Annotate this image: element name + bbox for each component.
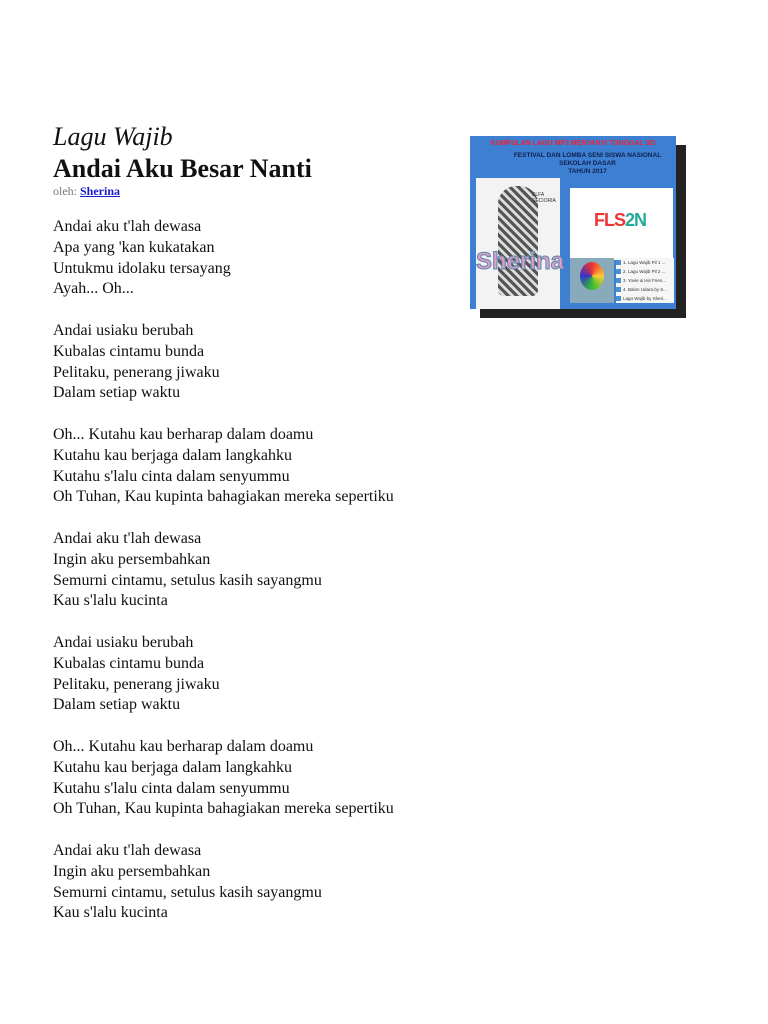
hot-air-balloon-image bbox=[570, 258, 614, 303]
track-item: 4. Balon Udara by S... bbox=[616, 285, 674, 294]
logo-part: FLS bbox=[594, 210, 625, 230]
festival-line: FESTIVAL DAN LOMBA SENI SISWA NASIONAL bbox=[513, 152, 662, 159]
lyric-line: Andai usiaku berubah bbox=[53, 633, 194, 651]
artist-photo bbox=[476, 178, 565, 309]
track-item: Lagu Wajib by Sheri... bbox=[616, 294, 674, 303]
track-list bbox=[616, 258, 674, 303]
logo-part: 2N bbox=[625, 210, 647, 230]
lyric-line: Kau s'lalu kucinta bbox=[53, 904, 168, 922]
lyric-stanza bbox=[53, 217, 394, 300]
festival-line: SEKOLAH DASAR bbox=[559, 160, 616, 167]
lyric-line: Ingin aku persembahkan bbox=[53, 862, 211, 880]
fls2n-logo bbox=[594, 210, 646, 231]
festival-line: TAHUN 2017 bbox=[568, 168, 607, 175]
lyric-line: Pelitaku, penerang jiwaku bbox=[53, 675, 220, 693]
lyric-line: Andai usiaku berubah bbox=[53, 321, 194, 339]
album-cover bbox=[470, 136, 676, 309]
lyric-line: Kubalas cintamu bunda bbox=[53, 654, 205, 672]
cover-festival bbox=[500, 152, 675, 176]
lyric-line: Kutahu kau berjaga dalam langkahku bbox=[53, 758, 293, 776]
lyric-line: Kutahu kau berjaga dalam langkahku bbox=[53, 446, 293, 464]
lyric-line: Andai aku t'lah dewasa bbox=[53, 841, 202, 859]
cover-artist: Sherina bbox=[476, 248, 565, 275]
lyric-line: Semurni cintamu, setulus kasih sayangmu bbox=[53, 883, 322, 901]
lyric-line: Kutahu s'lalu cinta dalam senyummu bbox=[53, 779, 290, 797]
lyric-line: Apa yang 'kan kukatakan bbox=[53, 238, 215, 256]
lyric-line: Kubalas cintamu bunda bbox=[53, 342, 205, 360]
lyric-stanza bbox=[53, 321, 394, 404]
lyric-stanza bbox=[53, 529, 394, 612]
lyric-stanza bbox=[53, 633, 394, 716]
lyric-line: Andai aku t'lah dewasa bbox=[53, 218, 202, 235]
lyric-line: Dalam setiap waktu bbox=[53, 384, 181, 402]
song-category: Lagu Wajib bbox=[53, 122, 173, 151]
lyric-line: Kau s'lalu kucinta bbox=[53, 592, 168, 610]
cover-image bbox=[470, 136, 676, 309]
lyric-line: Untukmu idolaku tersayang bbox=[53, 259, 231, 277]
lyric-stanza bbox=[53, 841, 394, 924]
track-item: 2. Lagu Wajib Pil 2 ... bbox=[616, 267, 674, 276]
fls2n-logo-panel bbox=[570, 188, 673, 260]
lyric-line: Kutahu s'lalu cinta dalam senyummu bbox=[53, 467, 290, 485]
lyric-line: Oh... Kutahu kau berharap dalam doamu bbox=[53, 425, 314, 443]
cover-elfa: ELFA SECIORIA bbox=[532, 192, 556, 204]
song-title: Andai Aku Besar Nanti bbox=[53, 154, 312, 183]
lyric-line: Semurni cintamu, setulus kasih sayangmu bbox=[53, 571, 322, 589]
lyric-stanza bbox=[53, 737, 394, 820]
lyric-line: Ayah... Oh... bbox=[53, 280, 134, 298]
track-item: 3. Yovie & His Frien... bbox=[616, 276, 674, 285]
lyric-line: Oh Tuhan, Kau kupinta bahagiakan mereka sepertiku bbox=[53, 800, 394, 818]
lyric-line: Pelitaku, penerang jiwaku bbox=[53, 363, 220, 381]
lyric-line: Ingin aku persembahkan bbox=[53, 550, 211, 568]
cover-banner: KUMPULAN LAGU MP3 MENYANYI TUNGGAL SD bbox=[490, 140, 656, 147]
byline bbox=[53, 184, 120, 199]
track-item: 1. Lagu Wajib Pil 1 ... bbox=[616, 258, 674, 267]
lyric-line: Dalam setiap waktu bbox=[53, 696, 181, 714]
lyric-line: Oh... Kutahu kau berharap dalam doamu bbox=[53, 737, 314, 755]
artist-link[interactable]: Sherina bbox=[80, 184, 121, 198]
lyric-line: Oh Tuhan, Kau kupinta bahagiakan mereka sepertiku bbox=[53, 488, 394, 506]
lyrics bbox=[53, 217, 394, 945]
lyric-stanza bbox=[53, 425, 394, 508]
lyric-line: Andai aku t'lah dewasa bbox=[53, 529, 202, 547]
byline-label: oleh: bbox=[53, 184, 77, 198]
